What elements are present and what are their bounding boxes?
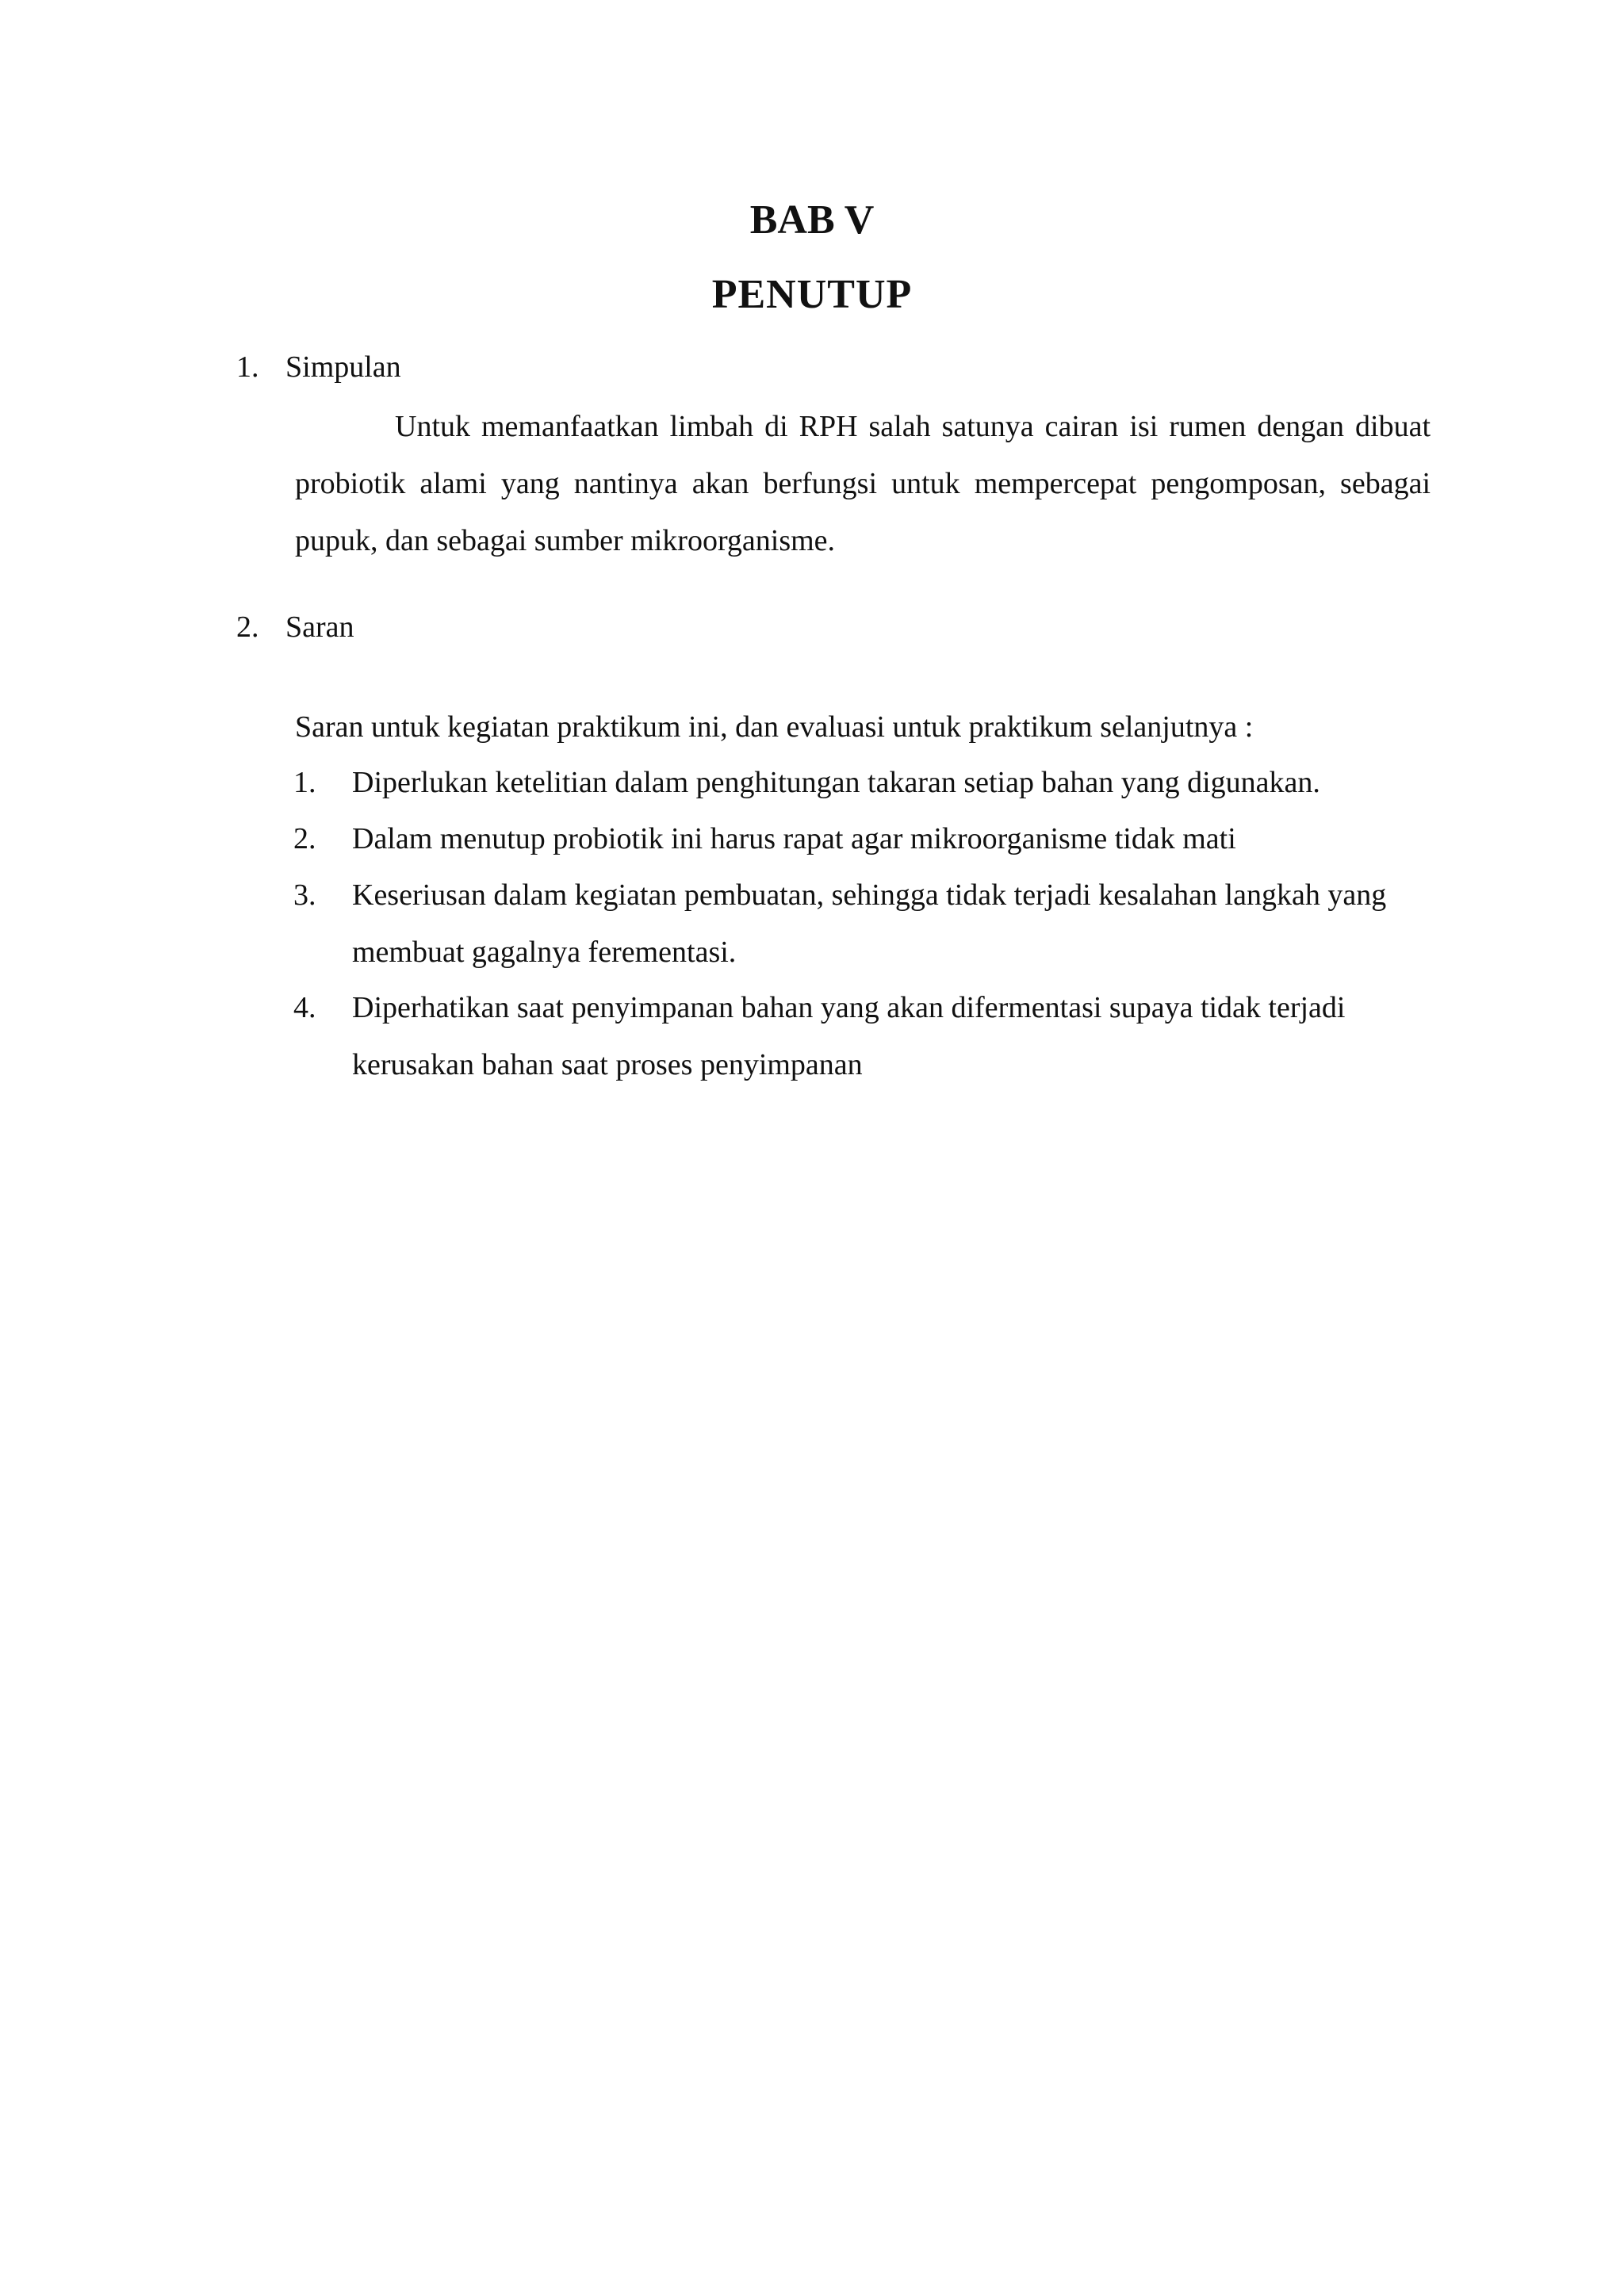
suggestion-item-number: 3. xyxy=(293,878,316,912)
suggestion-item-number: 2. xyxy=(293,822,316,855)
section-number-saran: 2. xyxy=(236,610,259,644)
suggestion-item-text: Diperlukan ketelitian dalam penghitungan takaran setiap bahan yang digunakan. xyxy=(352,766,1320,799)
chapter-number: BAB V xyxy=(749,197,875,243)
chapter-title: PENUTUP xyxy=(711,272,913,317)
suggestion-item-number: 4. xyxy=(293,991,316,1024)
section-heading-saran: Saran xyxy=(285,610,354,644)
suggestion-item-number: 1. xyxy=(293,766,316,799)
suggestion-item-text: Dalam menutup probiotik ini harus rapat agar mikroorganisme tidak mati xyxy=(352,822,1236,855)
conclusion-paragraph: Untuk memanfaatkan limbah di RPH salah satunya cairan isi rumen dengan dibuat probiotik alami yang nantinya akan berfungsi untuk mempercepat pengomposan, sebagai pupuk, dan sebagai sumber mikroorganisme. xyxy=(295,410,1431,557)
section-heading-simpulan: Simpulan xyxy=(285,350,401,384)
section-number-simpulan: 1. xyxy=(236,350,259,384)
suggestion-intro: Saran untuk kegiatan praktikum ini, dan evaluasi untuk praktikum selanjutnya : xyxy=(295,710,1254,744)
suggestion-item-text: Keseriusan dalam kegiatan pembuatan, sehingga tidak terjadi kesalahan langkah yang membuat gagalnya ferementasi. xyxy=(352,878,1387,969)
suggestion-item-text: Diperhatikan saat penyimpanan bahan yang akan difermentasi supaya tidak terjadi kerusakan bahan saat proses penyimpanan xyxy=(352,991,1346,1081)
